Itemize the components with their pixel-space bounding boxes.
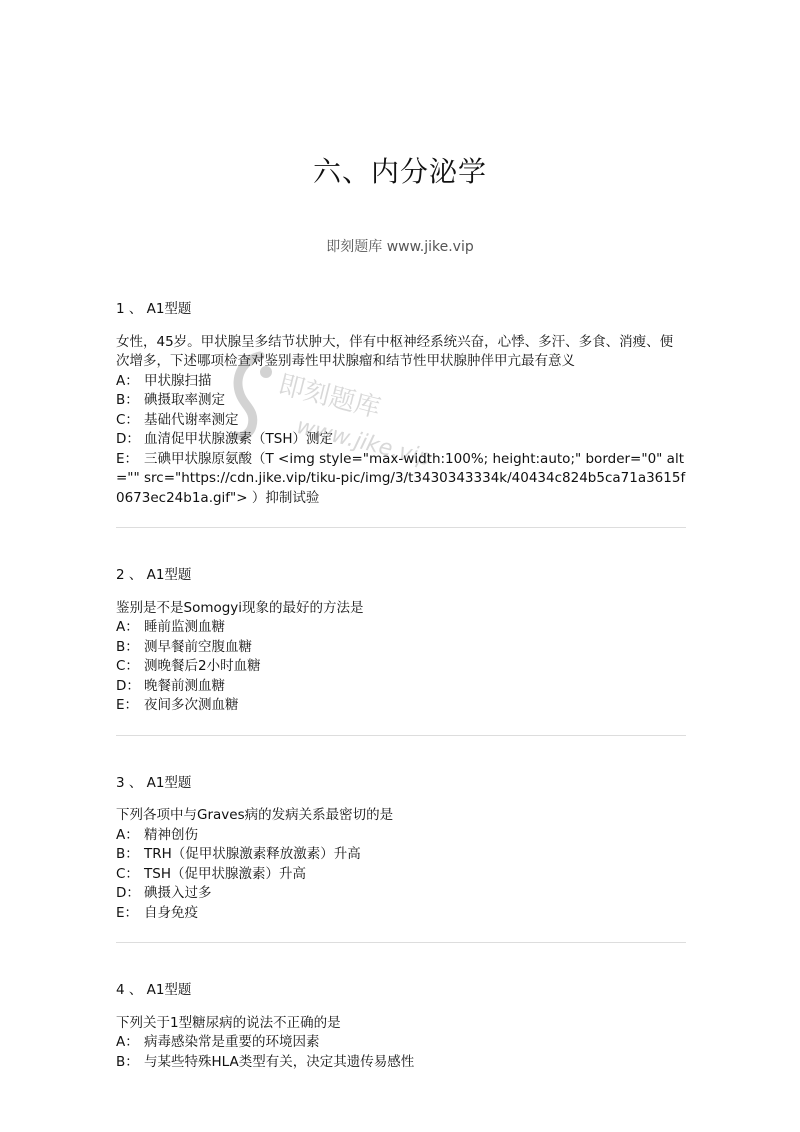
question-divider — [116, 527, 686, 528]
option-key: A： — [116, 826, 139, 843]
page-title: 六、内分泌学 — [312, 155, 487, 188]
question-divider — [116, 735, 686, 736]
option-b — [116, 391, 686, 411]
option-text: 碘摄入过多 — [144, 885, 212, 901]
question-type: A1型题 — [146, 567, 192, 583]
watermark-url: www.jike.vip — [293, 414, 435, 472]
question-3 — [116, 774, 686, 924]
option-key: D： — [116, 677, 140, 694]
option-key: D： — [116, 885, 140, 901]
option-key: E： — [116, 697, 139, 713]
question-divider — [116, 942, 686, 943]
question-header — [116, 566, 686, 586]
option-e — [116, 904, 686, 924]
option-text: TSH（促甲状腺激素）升高 — [144, 865, 306, 882]
option-key: B： — [116, 638, 139, 655]
question-header — [116, 981, 686, 1001]
option-c — [116, 865, 686, 885]
option-b — [116, 1053, 686, 1073]
option-key: C： — [116, 865, 139, 882]
option-key: C： — [116, 658, 139, 674]
question-separator: 、 — [128, 982, 143, 998]
option-key: D： — [116, 431, 140, 447]
option-text: 血清促甲状腺激素（TSH）测定 — [144, 431, 333, 447]
option-a — [116, 618, 686, 638]
option-text: 夜间多次测血糖 — [144, 697, 239, 713]
option-b — [116, 638, 686, 658]
option-key: A： — [116, 619, 139, 635]
option-text: 睡前监测血糖 — [144, 619, 225, 635]
option-text: 测早餐前空腹血糖 — [144, 638, 252, 655]
option-e — [116, 696, 686, 716]
question-4 — [116, 981, 686, 1072]
question-type: A1型题 — [146, 774, 192, 791]
option-text: 测晚餐后2小时血糖 — [144, 658, 261, 674]
option-key: C： — [116, 411, 139, 428]
option-a — [116, 826, 686, 846]
question-stem: 下列关于1型糖尿病的说法不正确的是 — [116, 1014, 341, 1031]
question-list — [116, 300, 686, 1072]
option-e — [116, 450, 686, 509]
option-text: 三碘甲状腺原氨酸（T <img style="max-width:100%; height:auto;" border="0" alt="" src="https://cdn.jike.vip/tiku-pic/img/3/t3430343334k/40434c824b5ca71a3615f0673ec24b1a.gif"> ）抑制试验 — [116, 450, 686, 506]
option-key: A： — [116, 1034, 139, 1050]
question-type: A1型题 — [146, 301, 192, 317]
question-stem: 下列各项中与Graves病的发病关系最密切的是 — [116, 807, 394, 823]
question-type: A1型题 — [146, 982, 192, 998]
option-text: 精神创伤 — [144, 826, 198, 843]
question-2 — [116, 566, 686, 716]
question-separator: 、 — [128, 774, 143, 791]
site-subtitle: 即刻题库 www.jike.vip — [326, 239, 474, 255]
option-text: 晚餐前测血糖 — [144, 677, 225, 694]
option-a — [116, 372, 686, 392]
question-number: 1 — [116, 301, 125, 317]
question-separator: 、 — [128, 301, 143, 317]
question-header — [116, 300, 686, 320]
option-d — [116, 884, 686, 904]
option-b — [116, 845, 686, 865]
option-text: 自身免疫 — [144, 904, 198, 921]
option-text: TRH（促甲状腺激素释放激素）升高 — [144, 846, 361, 862]
option-text: 基础代谢率测定 — [144, 411, 239, 428]
question-stem: 女性，45岁。甲状腺呈多结节状肿大，伴有中枢神经系统兴奋，心悸、多汗、多食、消瘦、便次增多，下述哪项检查对鉴别毒性甲状腺瘤和结节性甲状腺肿伴甲亢最有意义 — [116, 333, 674, 369]
option-key: A： — [116, 372, 139, 389]
option-d — [116, 677, 686, 697]
option-a — [116, 1033, 686, 1053]
question-number: 4 — [116, 982, 125, 998]
option-text: 碘摄取率测定 — [144, 392, 225, 408]
question-1 — [116, 300, 686, 508]
question-separator: 、 — [128, 567, 143, 583]
option-c — [116, 411, 686, 431]
watermark-text: 即刻题库 — [275, 369, 384, 425]
question-number: 2 — [116, 567, 125, 583]
question-header — [116, 774, 686, 794]
option-key: B： — [116, 392, 139, 408]
option-text: 甲状腺扫描 — [144, 372, 212, 389]
option-key: E： — [116, 450, 139, 467]
option-d — [116, 430, 686, 450]
question-stem: 鉴别是不是Somogyi现象的最好的方法是 — [116, 599, 364, 616]
question-number: 3 — [116, 774, 125, 791]
option-text: 与某些特殊HLA类型有关，决定其遗传易感性 — [144, 1053, 415, 1070]
option-key: B： — [116, 1053, 139, 1070]
option-key: E： — [116, 904, 139, 921]
option-key: B： — [116, 846, 139, 862]
option-text: 病毒感染常是重要的环境因素 — [144, 1034, 320, 1050]
option-c — [116, 657, 686, 677]
